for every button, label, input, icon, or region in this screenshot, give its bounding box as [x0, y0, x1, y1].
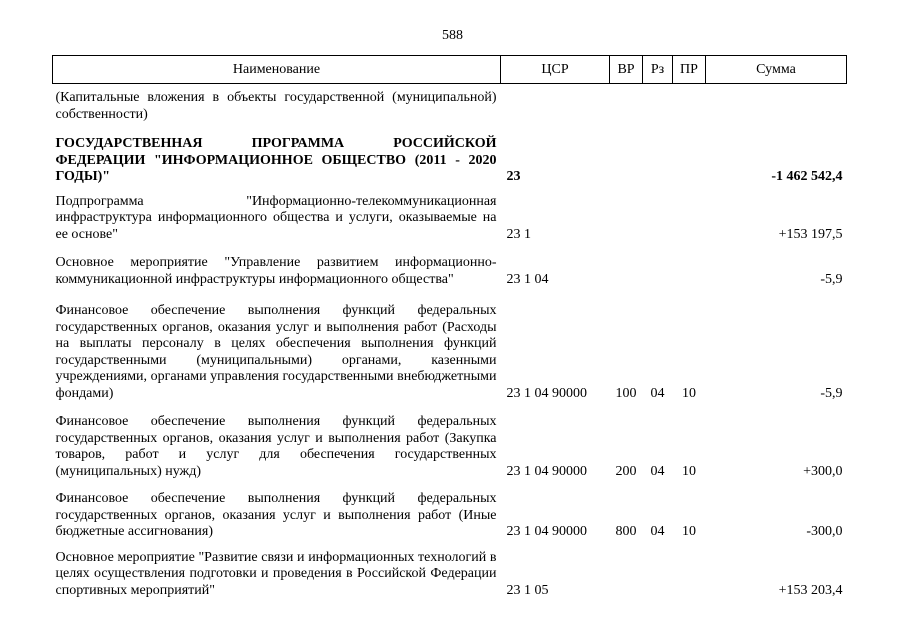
cell-name: Подпрограмма "Информационно-телекоммуникационная инфраструктура информационного общества и услуги, оказываемые на ее основе"	[55, 193, 497, 242]
cell-csr: 23 1	[506, 226, 531, 242]
cell-rz	[643, 90, 673, 123]
budget-table	[52, 55, 847, 599]
spacer-cell	[53, 480, 847, 491]
cell-vr	[610, 550, 643, 600]
cell-rz: 04	[650, 524, 665, 539]
page-number: 588	[442, 28, 463, 43]
cell-sum: +153 197,5	[778, 226, 843, 242]
table-row	[53, 303, 847, 402]
cell-pr	[673, 255, 706, 288]
row-spacer	[53, 402, 847, 414]
header-rz: Рз	[643, 56, 673, 84]
cell-vr	[610, 136, 643, 186]
row-spacer	[53, 480, 847, 491]
cell-rz: 04	[650, 385, 665, 401]
row-spacer	[53, 186, 847, 194]
row-spacer	[53, 288, 847, 303]
cell-name: Финансовое обеспечение выполнения функций федеральных государственных органов, оказания услуг и выполнения работ (Иные бюджетные ассигнования)	[55, 491, 497, 539]
cell-rz	[643, 550, 673, 600]
cell-rz	[643, 194, 673, 244]
cell-vr: 100	[615, 385, 637, 401]
table-row	[53, 90, 847, 123]
cell-rz: 04	[650, 463, 665, 479]
spacer-cell	[53, 186, 847, 194]
cell-pr	[673, 136, 706, 186]
table-row	[53, 194, 847, 244]
header-pr: ПР	[673, 56, 706, 84]
cell-csr: 23 1 04 90000	[506, 463, 587, 479]
header-sum: Сумма	[706, 56, 847, 84]
cell-rz	[643, 136, 673, 186]
cell-sum: -300,0	[806, 524, 843, 539]
header-vr: ВР	[610, 56, 643, 84]
spacer-cell	[53, 288, 847, 303]
cell-sum: +300,0	[803, 463, 843, 479]
cell-csr: 23 1 04	[506, 271, 549, 287]
table-body	[53, 84, 847, 600]
cell-vr	[610, 90, 643, 123]
cell-pr: 10	[682, 463, 696, 479]
cell-name: Финансовое обеспечение выполнения функций федеральных государственных органов, оказания услуг и выполнения работ (Расходы на выплаты персоналу в целях обеспечения выполнения функций государственными (муниципальными) органами, казенными учреждениями, органами управления государственными внебюджетными фондами)	[55, 303, 497, 401]
table-row	[53, 550, 847, 600]
table-header-row	[53, 56, 847, 84]
header-name: Наименование	[53, 56, 501, 84]
table-row	[53, 414, 847, 480]
cell-pr: 10	[682, 385, 696, 401]
spacer-cell	[53, 123, 847, 136]
cell-csr: 23 1 05	[506, 582, 549, 598]
cell-pr	[673, 194, 706, 244]
cell-csr	[501, 90, 610, 123]
cell-vr: 800	[615, 524, 637, 539]
cell-csr: 23	[506, 169, 521, 184]
spacer-cell	[53, 402, 847, 414]
table-row	[53, 255, 847, 288]
cell-vr	[610, 255, 643, 288]
row-spacer	[53, 123, 847, 136]
cell-name: ГОСУДАРСТВЕННАЯ ПРОГРАММА РОССИЙСКОЙ ФЕДЕРАЦИИ "ИНФОРМАЦИОННОЕ ОБЩЕСТВО (2011 - 2020 ГОДЫ)"	[55, 136, 497, 184]
cell-pr: 10	[682, 524, 696, 539]
cell-rz	[643, 255, 673, 288]
cell-name: Основное мероприятие "Развитие связи и информационных технологий в целях осуществления подготовки и проведения в Российской Федерации спортивных мероприятий"	[55, 549, 497, 598]
cell-name: Основное мероприятие "Управление развитием информационно-коммуникационной инфраструктуры информационного общества"	[55, 255, 497, 287]
row-spacer	[53, 541, 847, 550]
cell-sum: -5,9	[820, 271, 843, 287]
cell-csr: 23 1 04 90000	[506, 385, 587, 401]
cell-pr	[673, 550, 706, 600]
header-csr: ЦСР	[501, 56, 610, 84]
cell-name: Финансовое обеспечение выполнения функций федеральных государственных органов, оказания услуг и выполнения работ (Закупка товаров, работ и услуг для обеспечения государственных (муниципальных) нужд)	[55, 414, 497, 479]
cell-vr	[610, 194, 643, 244]
row-spacer	[53, 243, 847, 255]
table-row	[53, 136, 847, 186]
cell-sum: -1 462 542,4	[771, 169, 843, 184]
cell-vr: 200	[615, 463, 637, 479]
cell-pr	[673, 90, 706, 123]
cell-sum	[706, 90, 847, 123]
cell-sum: +153 203,4	[778, 582, 843, 598]
cell-name: (Капитальные вложения в объекты государственной (муниципальной) собственности)	[55, 90, 497, 122]
spacer-cell	[53, 541, 847, 550]
table-row	[53, 491, 847, 541]
cell-csr: 23 1 04 90000	[506, 524, 587, 539]
cell-sum: -5,9	[820, 385, 843, 401]
spacer-cell	[53, 243, 847, 255]
